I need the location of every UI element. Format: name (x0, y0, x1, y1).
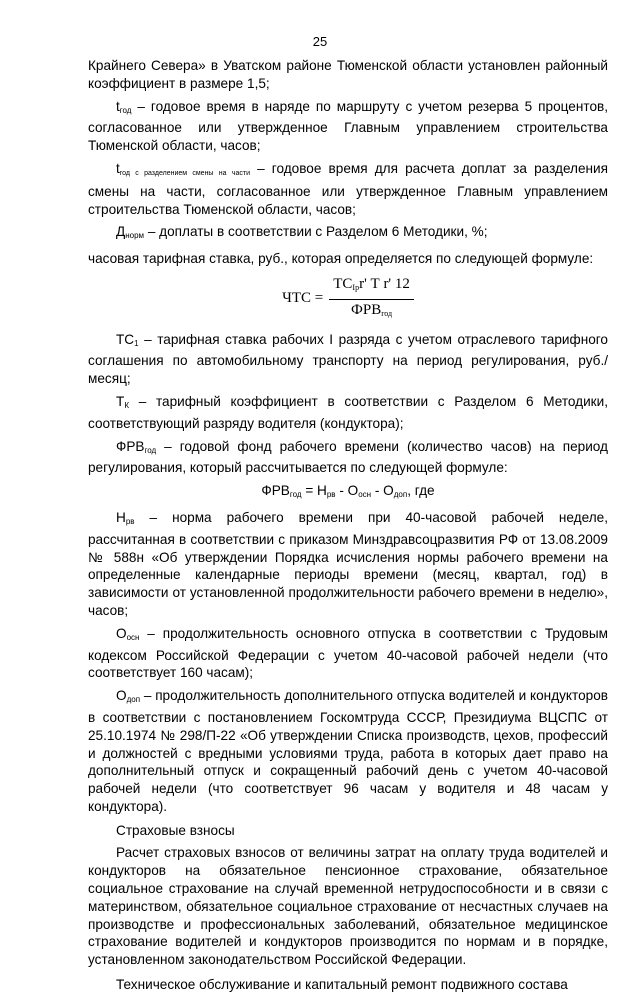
symbol-frv: ФРВ (116, 438, 145, 454)
formula-fraction (329, 276, 414, 323)
definition-text: – тарифный коэффициент в соответствии с Разделом 6 Методики, соответствующий разряду водителя (кондуктора); (88, 393, 608, 431)
definition-o-dop (88, 687, 608, 816)
definition-tc1 (88, 331, 608, 388)
formula-subscript: осн (358, 490, 372, 500)
definition-text: – доплаты в соответствии с Разделом 6 Методики, %; (144, 224, 488, 240)
formula-term: = Н (301, 483, 327, 499)
definition-text: – годовое время в наряде по маршруту с учетом резерва 5 процентов, согласованное или утвержденное Главным управлением строительства Тюменской области, часов; (88, 98, 608, 154)
section-title-insurance: Страховые взносы (116, 822, 235, 838)
formula-subscript: год (289, 490, 302, 500)
symbol-o: О (116, 688, 127, 704)
definition-text: – тарифная ставка рабочих I разряда с учетом отраслевого тарифного соглашения по автомобильному транспорту на период регулирования, руб./месяц; (88, 331, 608, 387)
section-title-maintenance: Техническое обслуживание и капитальный ремонт подвижного состава (116, 977, 568, 993)
symbol-d: Д (116, 224, 126, 240)
symbol-n: Н (116, 509, 126, 525)
definition-text: – годовое время для расчета доплат за разделения смены на части, согласованное или утвержденное Главным управлением строительства Тюменской области, часов; (88, 160, 609, 217)
symbol-subscript: норм (125, 231, 145, 241)
definition-text: – годовой фонд рабочего времени (количество часов) на период регулирования, который рассчитывается по следующей формуле: (88, 438, 608, 476)
definition-n-rv (88, 509, 608, 620)
numerator-subscript: Iр (352, 282, 360, 292)
definition-text: – норма рабочего времени при 40-часовой рабочей неделе, рассчитанная в соответствии с приказом Минздравсоцразвития РФ от 13.08.2009 № 588н «Об утверждении Порядка исчисления нормы рабочего времени на определенные календарные периоды времени (месяц, квартал, год) в зависимости от установленной продолжительности рабочего времени в неделю», часов; (88, 509, 608, 618)
symbol-subscript: К (124, 400, 129, 410)
definition-text: – продолжительность основного отпуска в соответствии с Трудовым кодексом Российской Федерации с учетом 40-часовой рабочей недели (что соответствует 160 часам); (88, 625, 608, 681)
symbol-tc: ТС (116, 331, 135, 347)
symbol-t: Т (116, 393, 125, 409)
numerator-rest: r' Т r' 12 (359, 275, 410, 292)
document-body (88, 57, 608, 994)
formula-subscript: доп (393, 490, 408, 500)
symbol-t: t (116, 160, 120, 176)
definition-text: – продолжительность дополнительного отпуска водителей и кондукторов в соответствии с постановлением Госкомтруда СССР, Президиума ВЦСПС от 25.10.1974 № 298/П-22 «Об утверждении Списка производств, цехов, профессий и должностей с вредными условиями труда, работа в которых дает право на дополнительный отпуск и сокращенный рабочий день с учетом 40-часовой рабочей недели (что соответствует 96 часам у водителя и 48 часам у кондуктора). (88, 688, 608, 814)
hourly-rate-intro: часовая тарифная ставка, руб., которая определяется по следующей формуле: (88, 251, 594, 267)
definition-o-osn (88, 625, 608, 682)
symbol-o: О (116, 625, 127, 641)
denominator-subscript: год (381, 308, 393, 318)
formula-hourly-rate (88, 276, 608, 323)
numerator-main: ТС (333, 275, 353, 292)
paragraph-district-coefficient: Крайнего Севера» в Уватском районе Тюменской области установлен районный коэффициент в размере 1,5; (88, 58, 608, 91)
symbol-subscript: доп (126, 695, 141, 705)
formula-term: - О (335, 483, 359, 499)
formula-subscript: рв (326, 490, 336, 500)
formula-numerator (329, 276, 414, 300)
symbol-subscript: год (144, 445, 157, 455)
symbol-subscript: год с разделением смены на части (119, 169, 250, 177)
page-number: 25 (312, 34, 328, 49)
formula-lhs: ЧТС = (282, 290, 324, 307)
paragraph-insurance: Расчет страховых взносов от величины затрат на оплату труда водителей и кондукторов на обязательное пенсионное страхование, обязательное социальное страхование на случай временной нетрудоспособности и в связи с материнством, обязательное социальное страхование от несчастных случаев на производстве и профессиональных заболеваний, обязательное медицинское страхование водителей и кондукторов производится по нормам и в порядке, установленном законодательством Российской Федерации. (88, 845, 608, 968)
formula-denominator (347, 300, 396, 323)
symbol-subscript: 1 (134, 338, 139, 348)
denominator-main: ФРВ (351, 301, 382, 318)
definition-t-god-split-shift (88, 160, 608, 218)
formula-term: ФРВ (261, 483, 290, 499)
definition-d-norm (88, 223, 608, 245)
formula-term: - О (371, 483, 394, 499)
formula-term: , где (407, 483, 435, 499)
formula-working-time-fund (88, 482, 608, 504)
symbol-subscript: осн (126, 632, 140, 642)
definition-frv (88, 438, 608, 478)
definition-t-god (88, 98, 608, 155)
symbol-subscript: год (119, 105, 132, 115)
symbol-t: t (116, 98, 120, 114)
definition-tk (88, 393, 608, 433)
symbol-subscript: рв (125, 516, 135, 526)
